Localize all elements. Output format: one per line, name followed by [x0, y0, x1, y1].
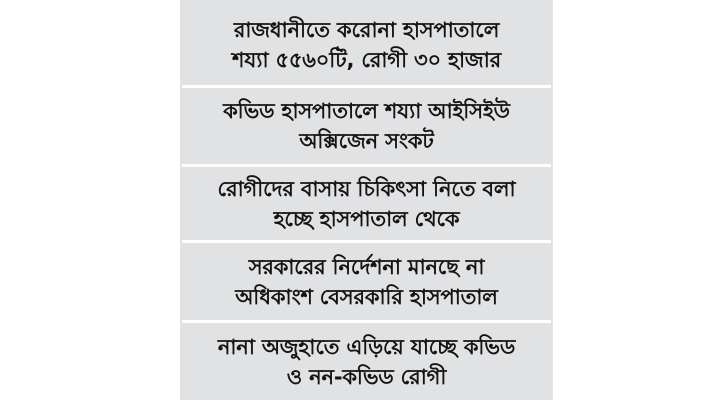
- headline-panel: [180, 0, 553, 400]
- headline-item: [180, 244, 553, 320]
- headline-line: অক্সিজেন সংকট: [299, 129, 434, 153]
- divider: [182, 240, 551, 243]
- headline-line: রাজধানীতে করোনা হাসপাতালে: [233, 18, 500, 42]
- headline-item: [180, 168, 553, 240]
- headline-item: [180, 6, 553, 84]
- headline-line: সরকারের নির্দেশনা মানছে না: [248, 255, 485, 279]
- headline-line: রোগীদের বাসায় চিকিৎসা নিতে বলা: [217, 177, 516, 201]
- divider: [182, 320, 551, 323]
- headline-item: [180, 324, 553, 400]
- headline-line: হচ্ছে হাসপাতাল থেকে: [273, 207, 460, 231]
- headline-line: কভিড হাসপাতালে শয্যা আইসিইউ: [223, 99, 510, 123]
- divider: [182, 164, 551, 167]
- headline-line: ও নন-কভিড রোগী: [286, 365, 447, 389]
- headline-line: শয্যা ৫৫৬০টি, রোগী ৩০ হাজার: [232, 48, 501, 72]
- headline-line: নানা অজুহাতে এড়িয়ে যাচ্ছে কভিড: [217, 335, 516, 359]
- headline-item: [180, 88, 553, 164]
- headline-line: অধিকাংশ বেসরকারি হাসপাতাল: [235, 285, 498, 309]
